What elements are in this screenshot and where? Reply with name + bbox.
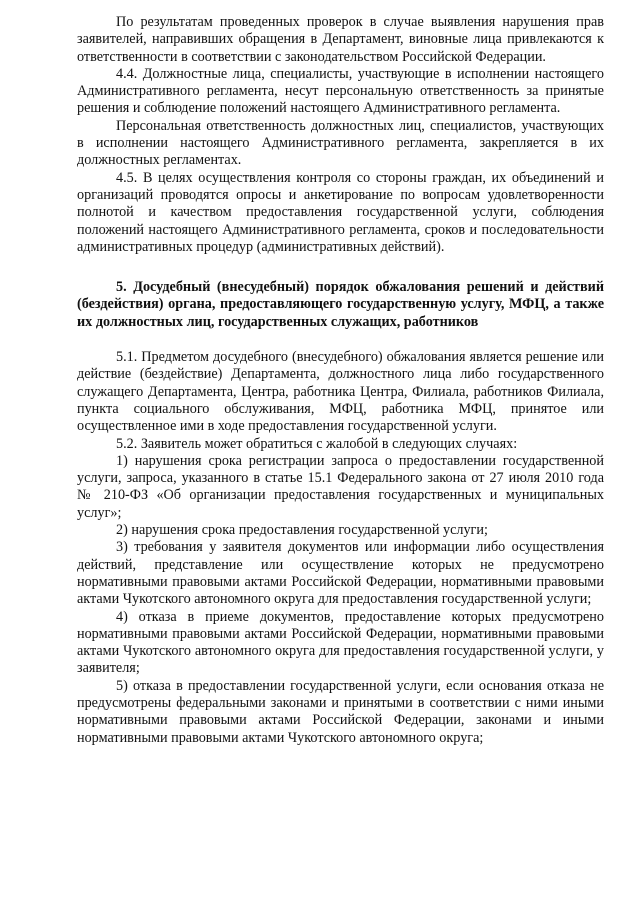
list-item-1: 1) нарушения срока регистрации запроса о предоставлении государственной услуги, запроса, указанного в статье 15.1 Федерального закона от 27 июля 2010 года № 210-ФЗ «Об организации предоставления государственных и муниципальных услуг»; — [77, 452, 604, 521]
section-5-heading: 5. Досудебный (внесудебный) порядок обжалования решений и действий (бездействия) органа, предоставляющего государственную услугу, МФЦ, а также их должностных лиц, государственных служащих, работников — [77, 279, 604, 330]
paragraph-4-5: 4.5. В целях осуществления контроля со стороны граждан, их объединений и организаций проводятся опросы и анкетирование по вопросам удовлетворенности полнотой и качеством предоставления государственной услуги, соблюдения положений настоящего Административного регламента, сроков и последовательности административных процедур (административных действий). — [77, 169, 604, 255]
paragraph-4-4: 4.4. Должностные лица, специалисты, участвующие в исполнении настоящего Административного регламента, несут персональную ответственность за принятые решения и соблюдение положений настоящего Административного регламента. — [77, 65, 604, 117]
list-item-4: 4) отказа в приеме документов, предоставление которых предусмотрено нормативными правовыми актами Российской Федерации, нормативными правовыми актами Чукотского автономного округа для предоставления государственной услуги, у заявителя; — [77, 608, 604, 677]
section-gap — [77, 331, 604, 349]
list-item-5: 5) отказа в предоставлении государственной услуги, если основания отказа не предусмотрены федеральными законами и принятыми в соответствии с ними иными нормативными правовыми актами Российской Федерации, законами и иными нормативными правовыми актами Чукотского автономного округа; — [77, 677, 604, 746]
list-item-2: 2) нарушения срока предоставления государственной услуги; — [116, 522, 488, 539]
paragraph-5-1: 5.1. Предметом досудебного (внесудебного) обжалования является решение или действие (бездействие) Департамента, должностного лица либо государственного служащего Департамента, Центра, работника Центра, Филиала, работников Филиала, пункта социального обслуживания, МФЦ, работника МФЦ, принятое или осуществленное ими в ходе предоставления государственной услуги. — [77, 349, 604, 435]
paragraph-personal-responsibility: Персональная ответственность должностных лиц, специалистов, участвующих в исполнении настоящего Административного регламента, закрепляется в их должностных регламентах. — [77, 117, 604, 169]
list-item-3: 3) требования у заявителя документов или информации либо осуществления действий, представление или осуществление которых не предусмотрено нормативными правовыми актами Российской Федерации, нормативными правовыми актами Чукотского автономного округа для предоставления государственной услуги; — [77, 539, 604, 608]
paragraph-5-2: 5.2. Заявитель может обратиться с жалобой в следующих случаях: — [116, 435, 518, 452]
paragraph-inspection-results: По результатам проведенных проверок в случае выявления нарушения прав заявителей, направивших обращения в Департамент, виновные лица привлекаются к ответственности в соответствии с законодательством Российской Федерации. — [77, 14, 604, 65]
